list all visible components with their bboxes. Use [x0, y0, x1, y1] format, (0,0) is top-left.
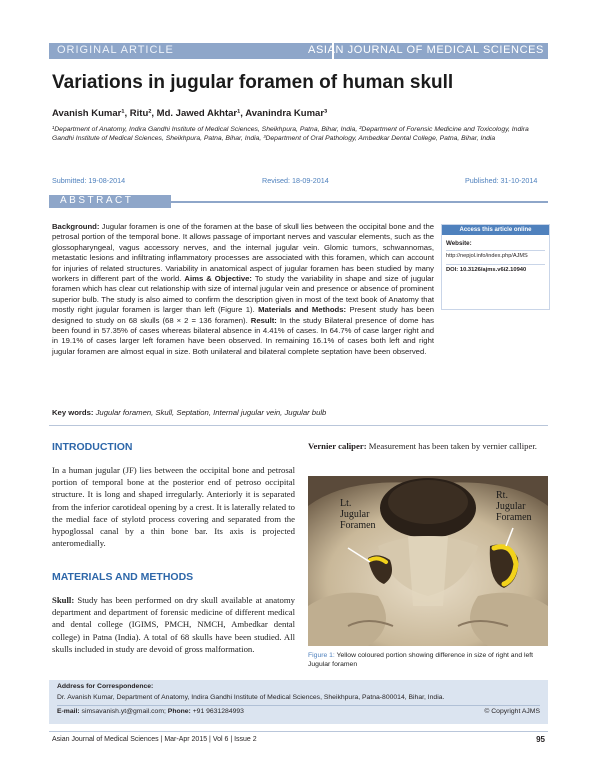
access-box-heading: Access this article online: [442, 225, 549, 235]
section-label: ORIGINAL ARTICLE: [57, 44, 174, 56]
methods-text: [52, 594, 295, 655]
introduction-text: In a human jugular (JF) lies between the occipital bone and petrosal portion of temporal bone at the posterior end of petroso occipital structure. It is long and shaped irregularly. Anteriorly it is separated from the inferior carotideal opening by a crest. It is laterally related to the medial face of stylotd process covering and separated from the hypoglossal canal by a thin bone bar. Its axis is projected anteromedially.: [52, 465, 295, 549]
keywords-text: Jugular foramen, Skull, Septation, Internal jugular vein, Jugular bulb: [93, 408, 327, 417]
section-divider: [49, 425, 548, 426]
journal-banner: [49, 43, 548, 59]
abstract-text: [52, 222, 434, 357]
access-box-divider: [446, 250, 545, 251]
submitted-date: Submitted: 19-08-2014: [52, 176, 126, 185]
email-address[interactable]: simsavanish.yt@gmail.com;: [79, 708, 168, 715]
right-foramen-label: [496, 490, 532, 523]
website-link[interactable]: http://nepjol.info/index.php/AJMS: [446, 253, 528, 259]
correspondence-heading: Address for Correspondence:: [57, 683, 154, 690]
background-text: Jugular foramen is one of the foramen at the base of skull lies between the occipital bone and the petrosal portion of the temporal bone. It allows passage of important nerves and vascular elements, such as the glossopharyngeal, vagus accessory nerves, and the internal jugular vein. Glomic tumors, schwannomas, metastatic lesions and infiltrating inflammatory processes are associated with this foramen, which can account for injuries of related structures. Variability in anatomical aspect of jugular foramen has been studied by many workers in different part of the world.: [52, 222, 434, 284]
figure-caption-label: Figure 1:: [308, 652, 335, 659]
doi-link[interactable]: DOI: 10.3126/ajms.v6i2.10940: [446, 267, 527, 273]
left-label-line-3: Foramen: [340, 520, 376, 531]
website-label: Website:: [446, 240, 472, 247]
right-label-line-3: Foramen: [496, 512, 532, 523]
page-footer: [49, 731, 548, 749]
revised-date: Revised: 18-09-2014: [262, 176, 329, 185]
phone-label: Phone:: [167, 708, 191, 715]
aims-text: To study the variability in shape and size of jugular foramen which has clear cut relationship with size of internal jugular vein and presence or absence of prominent superior bulb. The study is also aimed to confirm the description given in most of the text book of Anatomy that mostly right jugular foramen is larger than left (Figure 1).: [52, 274, 434, 315]
correspondence-address: Dr. Avanish Kumar, Department of Anatomy, Indira Gandhi Institute of Medical Sciences, Sheikhpura, Patna-800014, Bihar, India.: [57, 694, 445, 701]
journal-name: ASIAN JOURNAL OF MEDICAL SCIENCES: [308, 44, 544, 56]
contact-line: [57, 708, 244, 715]
abstract-heading: [49, 195, 548, 208]
correspondence-divider: [57, 705, 540, 706]
background-label: Background:: [52, 222, 100, 231]
keywords: [52, 408, 326, 417]
result-label: Result:: [250, 315, 277, 325]
access-box-divider-2: [446, 264, 545, 265]
methods-label: Materials and Methods:: [258, 305, 347, 315]
vernier-label: Vernier caliper:: [308, 441, 367, 451]
figure-caption-text: Yellow coloured portion showing difference in size of right and left Jugular foramen: [308, 652, 534, 668]
introduction-heading: INTRODUCTION: [52, 441, 133, 453]
right-label-line-2: Jugular: [496, 501, 526, 512]
methods-text: Present study has been designed to study on 68 skulls (68 × 2 = 136 foramen).: [52, 305, 434, 325]
abstract-heading-rule: [171, 201, 548, 203]
footer-rule: [49, 731, 548, 732]
skull-text: Study has been performed on dry skull available at anatomy department and department of forensic medicine of different medical and dental college (IGIMS, PMCH, NMCH, Ambedkar dental college) in Patna (India). A total of 68 skulls have been studied. All skulls included in study are devoid of gross malformation.: [52, 595, 295, 654]
footer-citation: Asian Journal of Medical Sciences | Mar-Apr 2015 | Vol 6 | Issue 2: [52, 736, 257, 743]
copyright-notice: © Copyright AJMS: [484, 708, 540, 715]
email-label: E-mail:: [57, 708, 80, 715]
left-label-line-2: Jugular: [340, 509, 370, 520]
keywords-label: Key words:: [52, 408, 94, 417]
affiliations: ¹Department of Anatomy, Indira Gandhi Institute of Medical Sciences, Sheikhpura, Patna, Bihar, India, ²Department of Forensic Medicine and Toxicology, Indira Gandhi Institute of Medical Sciences, Sheikhpura, Patna, Bihar, India, ³Department of Oral Pathology, Ambedkar Dental College, Patna, Bihar, India: [52, 126, 529, 143]
abstract-heading-bar: [49, 195, 171, 208]
left-foramen-label: [340, 498, 376, 531]
published-date: Published: 31-10-2014: [465, 176, 538, 185]
skull-label: Skull:: [52, 595, 75, 605]
vernier-text: [308, 440, 548, 452]
access-online-box: [441, 224, 550, 310]
aims-label: Aims & Objective:: [184, 274, 252, 284]
abstract-heading-label: ABSTRACT: [60, 195, 134, 206]
methods-heading: MATERIALS AND METHODS: [52, 571, 194, 583]
figure-caption: [308, 651, 548, 669]
article-title: Variations in jugular foramen of human skull: [52, 72, 454, 93]
left-label-line-1: Lt.: [340, 498, 352, 509]
right-label-line-1: Rt.: [496, 490, 508, 501]
correspondence-box: [49, 680, 548, 724]
phone-number: +91 9631284993: [190, 708, 244, 715]
vernier-body: Measurement has been taken by vernier calliper.: [366, 441, 537, 451]
skull-photo: [308, 476, 548, 646]
result-text: In the study Bilateral presence of dome has been found in 57.35% of cases whereas bilateral absence in 4.41% of cases. In 64.7% of case larger right and in 19.1% of cases larger left foramen have been observed. In remaining 16.1% of cases both left and right jugular foramen are almost equal in size. Both unilateral and bilateral complete septation have been observed.: [52, 315, 434, 356]
page-number: 95: [536, 735, 545, 744]
author-list: Avanish Kumar¹, Ritu², Md. Jawed Akhtar¹, Avanindra Kumar³: [52, 108, 328, 119]
